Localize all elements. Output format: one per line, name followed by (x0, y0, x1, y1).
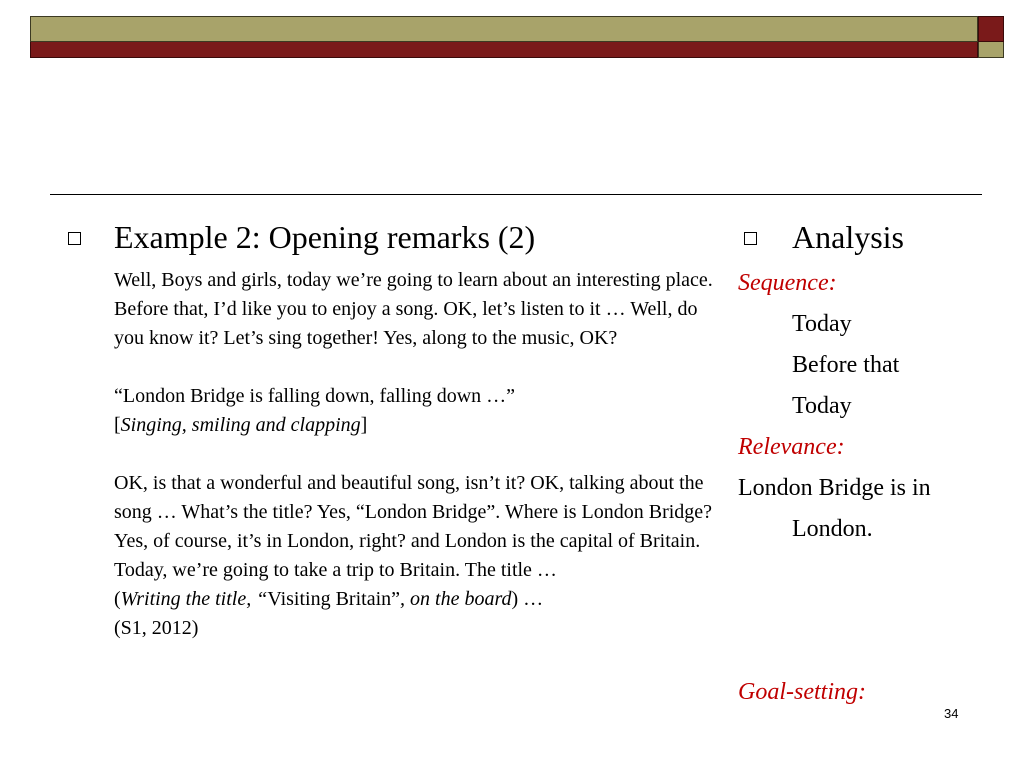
example-heading: Example 2: Opening remarks (2) (114, 219, 536, 255)
relevance-text: London. (792, 516, 873, 542)
opening-paragraph-2: “London Bridge is falling down, falling down …” [Singing, smiling and clapping] (114, 385, 516, 436)
sequence-item: Today (792, 393, 852, 419)
relevance-text: London Bridge is in (738, 475, 931, 501)
banner-olive-bar (30, 16, 978, 42)
square-bullet-icon (744, 232, 757, 245)
sequence-label: Sequence: (738, 270, 837, 296)
banner-red-bar (30, 42, 978, 58)
banner-corner-olive (978, 42, 1004, 58)
goal-setting-label: Goal-setting: (738, 679, 866, 705)
sequence-item: Before that (792, 352, 900, 378)
title-divider (50, 194, 982, 195)
slide-number: 34 (944, 706, 959, 721)
sequence-item: Today (792, 311, 852, 337)
opening-paragraph-3: OK, is that a wonderful and beautiful song, isn’t it? OK, talking about the song … What’s the title? Yes, “London Bridge”. Where is London Bridge? Yes, of course, it’s in London, right? and London is the capital of Britain. Today, we’re going to take a trip to Britain. The title … (Writing the title, “Visiting Britain”, on the board) … (S1, 2012) (114, 472, 713, 639)
example-text (114, 266, 714, 643)
stage-direction: Singing, smiling and clapping (120, 414, 361, 436)
song-quote: “London Bridge is falling down, falling down …” (114, 385, 516, 407)
citation: (S1, 2012) (114, 617, 199, 639)
relevance-label: Relevance: (738, 434, 845, 460)
banner-corner-red (978, 16, 1004, 42)
opening-paragraph-1: Well, Boys and girls, today we’re going to learn about an interesting place. Before that, I’d like you to enjoy a song. OK, let’s listen to it … Well, do you know it? Let’s sing together! Yes, along to the music, OK? (114, 269, 713, 349)
analysis-heading: Analysis (792, 219, 904, 255)
square-bullet-icon (68, 232, 81, 245)
